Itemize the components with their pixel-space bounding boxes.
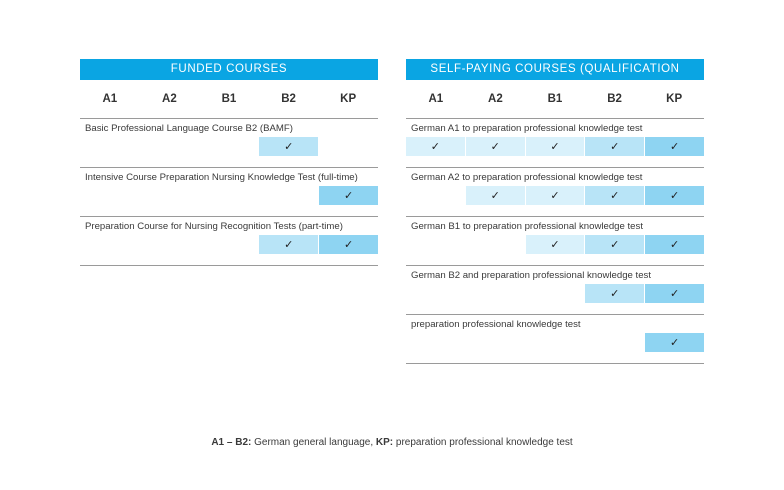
self-paying-course-row xyxy=(406,314,704,363)
checkmark-icon-b2: ✓ xyxy=(259,137,318,156)
level-cells xyxy=(80,235,378,254)
empty-cell-b1 xyxy=(200,235,259,254)
course-title: German A2 to preparation professional knowledge test xyxy=(411,172,643,183)
checkmark-icon-a2: ✓ xyxy=(466,137,525,156)
funded-courses-header: FUNDED COURSES xyxy=(80,59,378,80)
funded-course-row xyxy=(80,216,378,265)
footnote-kp-text: preparation professional knowledge test xyxy=(393,437,573,448)
legend-footnote xyxy=(0,437,784,448)
empty-cell-a1 xyxy=(406,235,465,254)
course-title: Intensive Course Preparation Nursing Knowledge Test (full-time) xyxy=(85,172,358,183)
self-paying-course-row xyxy=(406,216,704,265)
level-cells xyxy=(80,186,378,205)
empty-cell-a1 xyxy=(80,186,139,205)
level-cells xyxy=(406,284,704,303)
funded-course-row xyxy=(80,167,378,216)
checkmark-icon-kp: ✓ xyxy=(319,235,378,254)
course-title: German B1 to preparation professional knowledge test xyxy=(411,221,643,232)
footnote-kp-label: KP: xyxy=(375,437,394,448)
funded-courses-panel xyxy=(80,59,378,266)
checkmark-icon-kp: ✓ xyxy=(645,186,704,205)
checkmark-icon-kp: ✓ xyxy=(645,137,704,156)
level-header-b2: B2 xyxy=(281,93,296,105)
empty-cell-b2 xyxy=(585,333,644,352)
level-header-a1: A1 xyxy=(428,93,444,105)
empty-cell-b1 xyxy=(200,186,259,205)
level-header-kp: KP xyxy=(666,93,683,105)
empty-cell-a2 xyxy=(140,186,199,205)
self-paying-course-list xyxy=(406,118,704,363)
checkmark-icon-kp: ✓ xyxy=(319,186,378,205)
self-paying-courses-header: SELF-PAYING COURSES (QUALIFICATION PACKAGES) xyxy=(406,59,704,80)
level-header-kp: KP xyxy=(340,93,357,105)
level-cells xyxy=(406,333,704,352)
checkmark-icon-a1: ✓ xyxy=(406,137,465,156)
funded-course-list xyxy=(80,118,378,265)
empty-cell-b1 xyxy=(200,137,259,156)
level-cells xyxy=(80,137,378,156)
checkmark-icon-kp: ✓ xyxy=(645,333,704,352)
self-paying-course-row xyxy=(406,118,704,167)
checkmark-icon-kp: ✓ xyxy=(645,284,704,303)
empty-cell-b2 xyxy=(259,186,318,205)
level-header-a1: A1 xyxy=(102,93,118,105)
course-title: Preparation Course for Nursing Recognition Tests (part-time) xyxy=(85,221,343,232)
course-title: German B2 and preparation professional knowledge test xyxy=(411,270,651,281)
self-paying-bottom-divider xyxy=(406,363,704,364)
level-header-b1: B1 xyxy=(221,93,237,105)
empty-cell-a2 xyxy=(466,333,525,352)
checkmark-icon-b1: ✓ xyxy=(526,235,585,254)
checkmark-icon-b2: ✓ xyxy=(585,186,644,205)
checkmark-icon-kp: ✓ xyxy=(645,235,704,254)
course-title: German A1 to preparation professional knowledge test xyxy=(411,123,643,134)
level-header-a2: A2 xyxy=(162,93,177,105)
self-paying-course-row xyxy=(406,167,704,216)
course-title: preparation professional knowledge test xyxy=(411,319,581,330)
course-title: Basic Professional Language Course B2 (BAMF) xyxy=(85,123,293,134)
empty-cell-a1 xyxy=(406,333,465,352)
footnote-range-label: A1 – B2: xyxy=(211,437,252,448)
empty-cell-kp xyxy=(319,137,378,156)
checkmark-icon-b2: ✓ xyxy=(259,235,318,254)
level-header-a2: A2 xyxy=(488,93,503,105)
empty-cell-a1 xyxy=(80,235,139,254)
funded-course-row xyxy=(80,118,378,167)
empty-cell-a2 xyxy=(466,235,525,254)
self-paying-course-row xyxy=(406,265,704,314)
checkmark-icon-b1: ✓ xyxy=(526,137,585,156)
checkmark-icon-b2: ✓ xyxy=(585,284,644,303)
empty-cell-b1 xyxy=(526,333,585,352)
empty-cell-a2 xyxy=(466,284,525,303)
checkmark-icon-b1: ✓ xyxy=(526,186,585,205)
level-cells xyxy=(406,186,704,205)
level-header-b1: B1 xyxy=(547,93,563,105)
level-header-b2: B2 xyxy=(607,93,622,105)
empty-cell-b1 xyxy=(526,284,585,303)
empty-cell-a2 xyxy=(140,137,199,156)
level-cells xyxy=(406,235,704,254)
self-paying-courses-panel xyxy=(406,59,704,364)
footnote-range-text: German general language, xyxy=(251,437,376,448)
funded-level-headers xyxy=(80,80,378,118)
empty-cell-a2 xyxy=(140,235,199,254)
funded-bottom-divider xyxy=(80,265,378,266)
checkmark-icon-b2: ✓ xyxy=(585,235,644,254)
level-cells xyxy=(406,137,704,156)
empty-cell-a1 xyxy=(406,284,465,303)
empty-cell-a1 xyxy=(406,186,465,205)
checkmark-icon-b2: ✓ xyxy=(585,137,644,156)
checkmark-icon-a2: ✓ xyxy=(466,186,525,205)
empty-cell-a1 xyxy=(80,137,139,156)
